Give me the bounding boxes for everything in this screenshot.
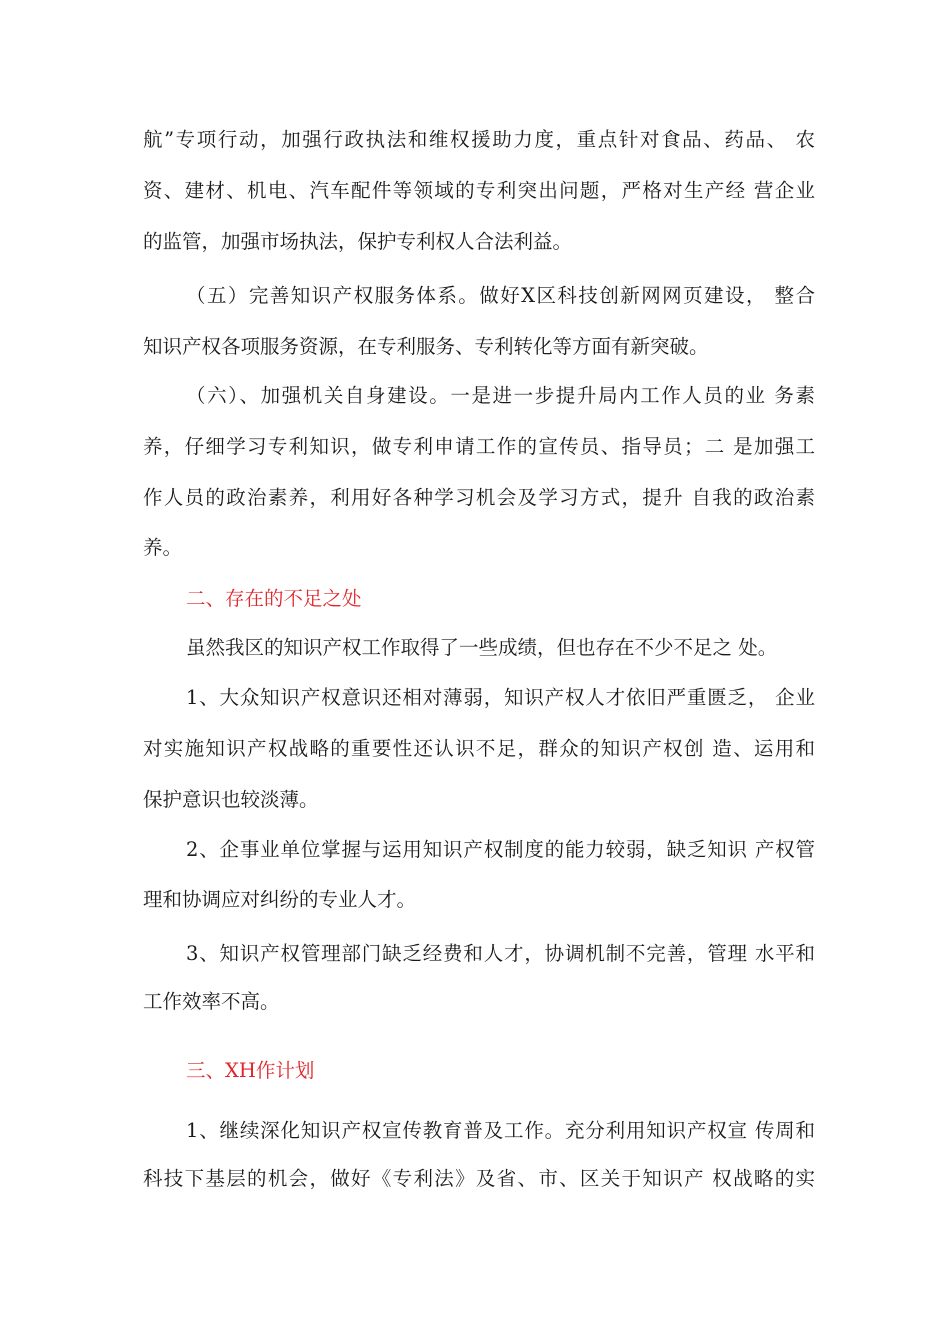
paragraph-line: 作人员的政治素养，利用好各种学习机会及学习方式，提升 自我的政治素 (143, 486, 815, 509)
paragraph-line: 养，仔细学习专利知识，做专利申请工作的宣传员、指导员；二 是加强工 (143, 435, 815, 458)
paragraph-line: 的监管，加强市场执法，保护专利权人合法利益。 (143, 230, 573, 253)
paragraph-line: 航”专项行动，加强行政执法和维权援助力度，重点针对食品、药品、 农 (143, 128, 815, 151)
paragraph-line: 知识产权各项服务资源，在专利服务、专利转化等方面有新突破。 (143, 335, 709, 358)
paragraph-line: 资、建材、机电、汽车配件等领域的专利突出问题，严格对生产经 营企业 (143, 179, 815, 202)
paragraph-line: 养。 (143, 536, 183, 559)
paragraph-line: （五）完善知识产权服务体系。做好X区科技创新网网页建设， 整合 (186, 284, 815, 307)
section-heading-work-plan: 三、XH作计划 (186, 1059, 315, 1082)
paragraph-line: 保护意识也较淡薄。 (143, 788, 319, 811)
paragraph-line: 虽然我区的知识产权工作取得了一些成绩，但也存在不少不足之 处。 (186, 636, 778, 659)
paragraph-line: 1、继续深化知识产权宣传教育普及工作。充分利用知识产权宣 传周和 (186, 1119, 815, 1142)
section-heading-deficiencies: 二、存在的不足之处 (186, 587, 362, 610)
paragraph-line: 2、企事业单位掌握与运用知识产权制度的能力较弱，缺乏知识 产权管 (186, 838, 815, 861)
paragraph-line: 3、知识产权管理部门缺乏经费和人才，协调机制不完善，管理 水平和 (186, 942, 815, 965)
paragraph-line: （六）、加强机关自身建设。一是进一步提升局内工作人员的业 务素 (186, 384, 815, 407)
paragraph-line: 科技下基层的机会，做好《专利法》及省、市、区关于知识产 权战略的实 (143, 1167, 815, 1190)
paragraph-line: 理和协调应对纠纷的专业人才。 (143, 888, 417, 911)
paragraph-line: 工作效率不高。 (143, 990, 280, 1013)
paragraph-line: 1、大众知识产权意识还相对薄弱，知识产权人才依旧严重匮乏， 企业 (186, 686, 815, 709)
paragraph-line: 对实施知识产权战略的重要性还认识不足，群众的知识产权创 造、运用和 (143, 737, 815, 760)
